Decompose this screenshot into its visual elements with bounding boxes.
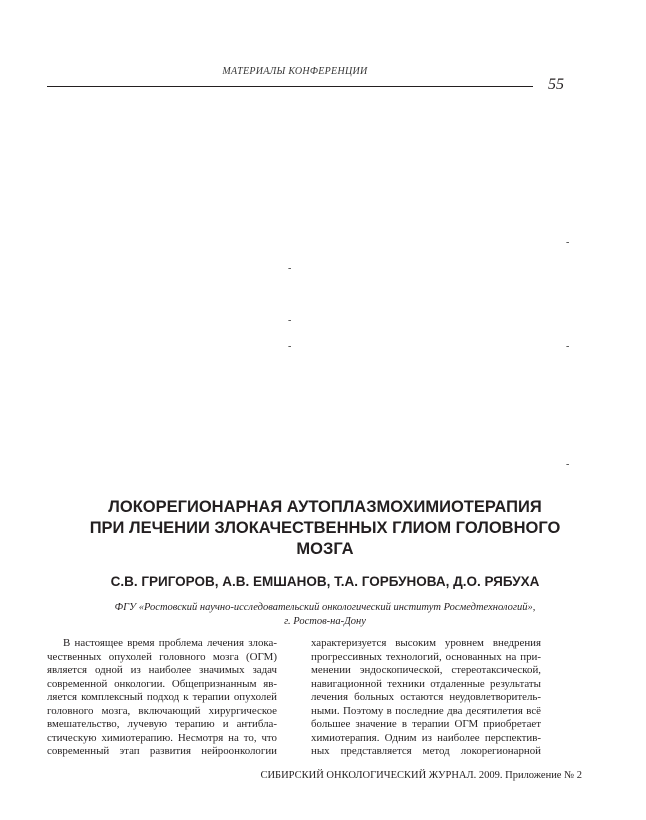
body-text-line: ными. Поэтому в последние два десятилетия всё [311,704,541,717]
journal-footer: СИБИРСКИЙ ОНКОЛОГИЧЕСКИЙ ЖУРНАЛ. 2009. Приложение № 2 [260,770,582,781]
body-text-line: ных представляется метод локорегионарной [311,745,541,757]
stray-dash-mark: - [288,263,292,274]
body-text-line: большее значение в терапии ОГМ приобретает [311,718,541,730]
article-title-line: ПРИ ЛЕЧЕНИИ ЗЛОКАЧЕСТВЕННЫХ ГЛИОМ ГОЛОВНОГО [89,519,561,537]
body-text-line: современной онкологии. Общепризнанным яв- [47,677,277,690]
body-text-line: современный этап развития нейроонкологии [47,745,277,757]
article-title [60,497,590,560]
body-text-line: лечения больных остаются неудовлетворитель- [311,691,541,703]
stray-dash-mark: - [566,237,570,248]
article-title-line: МОЗГА [296,540,354,558]
body-text-line: головного мозга, включающий хирургическое [47,704,277,717]
body-text-line: является одной из наиболее значимых задач [47,664,277,676]
page-number: 55 [548,76,564,93]
affiliation-line: г. Ростов-на-Дону [284,616,366,627]
body-text-line: навигационной техники отдаленные результаты [311,677,541,690]
body-text-line: прогрессивных технологий, основанных на при- [311,650,541,663]
body-text-line: В настоящее время проблема лечения злока- [63,637,277,649]
body-text-line: характеризуется высоким уровнем внедрения [311,637,541,649]
affiliation-line: ФГУ «Ростовский научно-исследовательский онкологический институт Росмедтехнологий», [114,602,536,613]
body-column-right [311,637,541,759]
body-text-line: чественных опухолей головного мозга (ОГМ) [47,650,277,663]
body-column-left [47,637,277,759]
body-text-line: менении эндоскопической, стереотаксической, [311,664,541,676]
affiliation [60,601,590,629]
author-list: С.В. ГРИГОРОВ, А.В. ЕМШАНОВ, Т.А. ГОРБУНОВА, Д.О. РЯБУХА [110,574,540,589]
body-text-line: химиотерапия. Одним из наиболее перспектив- [311,731,541,744]
running-header: МАТЕРИАЛЫ КОНФЕРЕНЦИИ [222,66,368,77]
header-rule [47,86,533,87]
stray-dash-mark: - [566,341,570,352]
stray-dash-mark: - [288,315,292,326]
body-text-line: ляется комплексный подход к терапии опухолей [47,691,277,703]
article-title-line: ЛОКОРЕГИОНАРНАЯ АУТОПЛАЗМОХИМИОТЕРАПИЯ [108,498,542,516]
stray-dash-mark: - [566,459,570,470]
body-text-line: вмешательство, лучевую терапию и антибла- [47,718,277,730]
body-text-line: стическую химиотерапию. Несмотря на то, что [47,731,277,744]
stray-dash-mark: - [288,341,292,352]
